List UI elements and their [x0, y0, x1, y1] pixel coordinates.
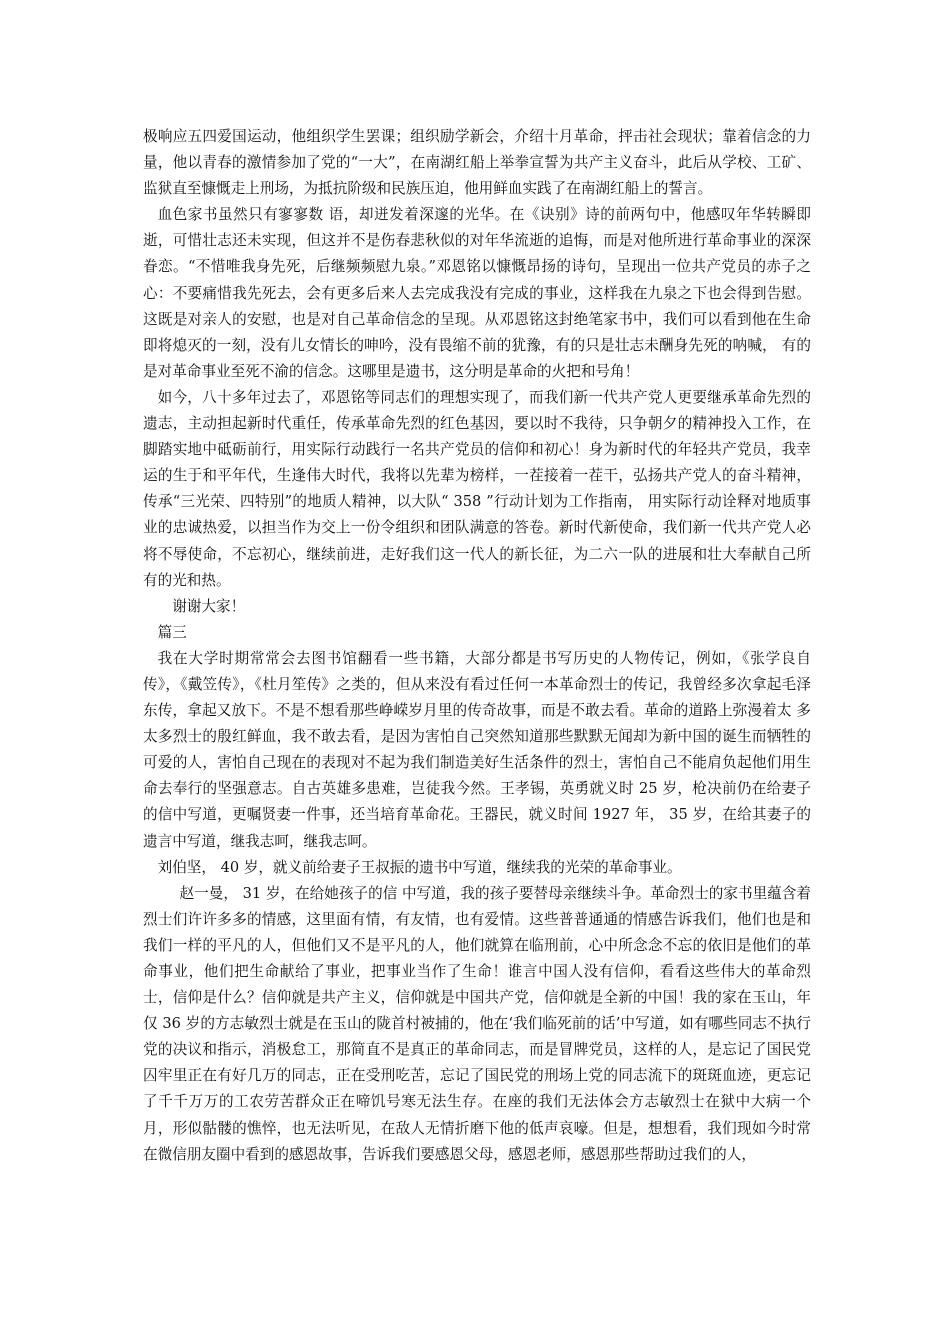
- paragraph-4: 我在大学时期常常会去图书馆翻看一些书籍，大部分都是书写历史的人物传记，例如，《张学良自传》，《戴笠传》，《杜月笙传》之类的，但从来没有看过任何一本革命烈士的传记，我曾经多次拿起毛泽东传，拿起又放下。不是不想看那些峥嵘岁月里的传奇故事，而是不敢去看。革命的道路上弥漫着太 多太多烈士的殷红鲜血，我不敢去看，是因为害怕自己突然知道那些默默无闻却为新中国的诞生而牺牲的可爱的人，害怕自己现在的表现对不起为我们制造美好生活条件的烈士，害怕自己不能肩负起他们用生命去奉行的坚强意志。自古英雄多患难，岂徒我今然。王孝锡，英勇就义时 25 岁，枪决前仍在给妻子的信中写道，更嘱贤妻一件事，还当培育革命花。王器民，就义时间 1927 年， 35 岁，在给其妻子的遗言中写道，继我志呵，继我志呵。: [143, 649, 811, 850]
- closing-thanks: 谢谢大家！: [172, 597, 246, 615]
- paragraph-1: 极响应五四爱国运动，他组织学生罢课；组织励学新会，介绍十月革命，抨击社会现状；靠着信念的力量，他以青春的激情参加了党的“一大”，在南湖红船上举拳宣誓为共产主义奋斗，此后从学校、工矿、监狱直至慷慨走上刑场，为抵抗阶级和民族压迫，他用鲜血实践了在南湖红船上的誓言。: [143, 128, 811, 198]
- paragraph-2: 血色家书虽然只有寥寥数 语，却迸发着深邃的光华。在《诀别》诗的前两句中，他感叹年华转瞬即逝，可惜壮志还未实现，但这并不是伤春悲秋似的对年华流逝的追悔，而是对他所进行革命事业的深深眷恋。“不惜唯我身先死，后继频频慰九泉。”邓恩铭以慷慨昂扬的诗句，呈现出一位共产党员的赤子之心：不要痛惜我先死去，会有更多后来人去完成我没有完成的事业，这样我在九泉之下也会得到告慰。这既是对亲人的安慰，也是对自己革命信念的呈现。从邓恩铭这封绝笔家书中，我们可以看到他在生命即将熄灭的一刻，没有儿女情长的呻吟，没有畏缩不前的犹豫，有的只是壮志未酬身先死的呐喊， 有的是对革命事业至死不渝的信念。这哪里是遗书，这分明是革命的火把和号角！: [143, 206, 811, 380]
- paragraph-5: 刘伯坚， 40 岁，就义前给妻子王叔振的遗书中写道，继续我的光荣的革命事业。: [157, 858, 682, 876]
- paragraph-3: 如今，八十多年过去了，邓恩铭等同志们的理想实现了，而我们新一代共产党人更要继承革命先烈的遗志，主动担起新时代重任，传承革命先烈的红色基因，要以时不我待，只争朝夕的精神投入工作，在脚踏实地中砥砺前行，用实际行动践行一名共产党员的信仰和初心！身为新时代的年轻共产党员，我幸运的生于和平年代，生逢伟大时代，我将以先辈为榜样，一茬接着一茬干，弘扬共产党人的奋斗精神，传承“三光荣、四特别”的地质人精神，以大队“ 358 ”行动计划为工作指南， 用实际行动诠释对地质事业的忠诚热爱，以担当作为交上一份令组织和团队满意的答卷。新时代新使命，我们新一代共产党人必将不辱使命，不忘初心，继续前进，走好我们这一代人的新长征，为二六一队的进展和壮大奉献自己所有的光和热。: [143, 388, 811, 589]
- section-heading: 篇三: [157, 623, 187, 641]
- paragraph-6: 赵一曼， 31 岁，在给她孩子的信 中写道，我的孩子要替母亲继续斗争。革命烈士的家书里蕴含着烈士们许许多多的情感，这里面有情，有友情，也有爱情。这些普普通通的情感告诉我们，他们也是和我们一样的平凡的人，但他们又不是平凡的人，他们就算在临刑前，心中所念念不忘的依旧是他们的革命事业，他们把生命献给了事业，把事业当作了生命！谁言中国人没有信仰，看看这些伟大的革命烈士，信仰是什么？信仰就是共产主义，信仰就是中国共产党，信仰就是全新的中国！我的家在玉山，年仅 36 岁的方志敏烈士就是在玉山的陇首村被捕的，他在‘我们临死前的话’中写道，如有哪些同志不执行 党的决议和指示，消极怠工，那简直不是真正的革命同志，而是冒牌党员，这样的人，是忘记了国民党囚牢里正在有好几万的同志，正在受刑吃苦，忘记了国民党的刑场上党的同志流下的斑斑血迹，更忘记了千千万万的工农劳苦群众正在啼饥号寒无法生存。在座的我们无法体会方志敏烈士在狱中大病一个月，形似骷髅的憔悴，也无法听见，在敌人无情折磨下他的低声哀嚎。但是，想想看，我们现如今时常在微信朋友圈中看到的感恩故事，告诉我们要感恩父母，感恩老师，感恩那些帮助过我们的人，: [143, 884, 811, 1163]
- document-body: [143, 124, 811, 1168]
